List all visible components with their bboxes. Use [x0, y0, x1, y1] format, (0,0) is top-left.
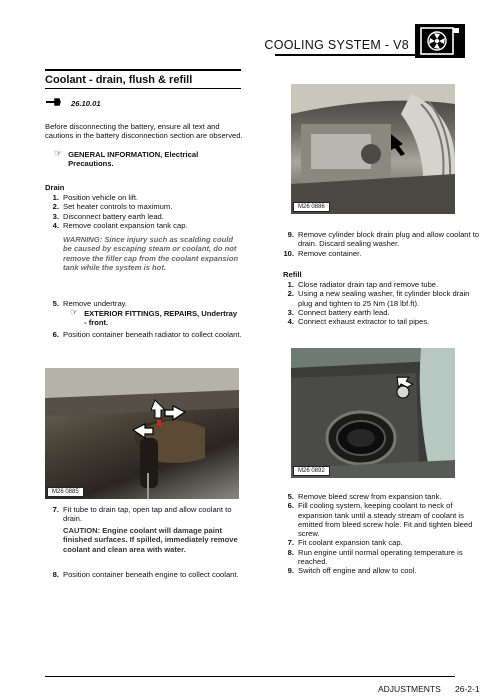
list-item: 2. Set heater controls to maximum. — [52, 202, 173, 212]
warning-text: WARNING: Since injury such as scalding could be caused by escaping steam or coolant, do not remove the filler cap from the coolant expansion tank while the system is hot. — [63, 235, 239, 272]
figure-caption: M26 0886 — [293, 202, 330, 212]
op-code-text: 26.10.01 — [71, 98, 101, 108]
list-item: 7. Fit coolant expansion tank cap. — [287, 538, 403, 548]
wrench-icon — [45, 98, 61, 108]
operation-code — [45, 98, 101, 108]
refill-steps-continued — [280, 492, 480, 576]
intro-reference[interactable] — [54, 150, 244, 169]
drain-steps — [45, 193, 245, 230]
undertray-ref-text: EXTERIOR FITTINGS, REPAIRS, Undertray - front. — [84, 309, 238, 328]
radiator-drain-photo — [45, 368, 239, 499]
list-item: 3. Disconnect battery earth lead. — [52, 211, 164, 221]
section-title: Coolant - drain, flush & refill — [45, 74, 193, 86]
pointing-hand-icon: ☞ — [54, 149, 63, 159]
refill-heading: Refill — [283, 270, 302, 279]
header-rule — [275, 54, 415, 56]
cylinder-block-photo — [291, 84, 455, 214]
drain-heading: Drain — [45, 183, 65, 192]
undertray-reference[interactable] — [70, 309, 240, 328]
list-item: 4. Remove coolant expansion tank cap. — [52, 220, 188, 230]
refill-steps — [280, 280, 480, 326]
drain-step-7: 7. Fit tube to drain tap, open tap and allow coolant to drain. — [52, 505, 232, 524]
expansion-tank-photo — [291, 348, 455, 478]
drain-steps-9-10 — [280, 230, 480, 258]
list-item: 9. Switch off engine and allow to cool. — [287, 566, 417, 576]
intro-text: Before disconnecting the battery, ensure all text and cautions in the battery disconnection section are observed. — [45, 122, 243, 141]
radiator-fan-icon — [415, 24, 465, 58]
chapter-title: COOLING SYSTEM - V8 — [264, 38, 409, 52]
footer-rule — [45, 676, 455, 677]
page-number: 26-2-1 — [455, 684, 480, 694]
title-rule-top — [45, 69, 241, 71]
list-item: 5. Remove bleed screw from expansion tank. — [287, 492, 442, 501]
list-item: 4. Connect exhaust extractor to tail pipes. — [287, 317, 430, 327]
drain-step-5: 5. Remove undertray. — [52, 299, 128, 308]
caution-text: CAUTION: Engine coolant will damage paint finished surfaces. If spilled, immediately remove coolant and clean area with water. — [63, 526, 238, 554]
footer-section: ADJUSTMENTS — [378, 684, 441, 694]
intro-ref-text: GENERAL INFORMATION, Electrical Precautions. — [68, 150, 199, 169]
list-item: 9. Remove cylinder block drain plug and allow coolant to drain. Discard sealing washer. — [287, 230, 480, 249]
list-item: 10. Remove container. — [283, 248, 362, 258]
list-item: 2. Using a new sealing washer, fit cylinder block drain plug and tighten to 25 Nm (18 lbf.ft). — [287, 289, 470, 308]
list-item: 3. Connect battery earth lead. — [287, 307, 390, 317]
drain-step-6: 6. Position container beneath radiator to collect coolant. — [52, 330, 242, 339]
list-item: 1. Position vehicle on lift. — [52, 193, 139, 202]
figure-caption: M26 0885 — [47, 487, 84, 497]
list-item: 1. Close radiator drain tap and remove tube. — [287, 280, 439, 289]
figure-caption: M26 0892 — [293, 466, 330, 476]
list-item: 6. Fill cooling system, keeping coolant to neck of expansion tank until a steady stream of coolant is emitted from bleed screw hole. Fit and tighten bleed screw. — [287, 501, 473, 539]
pointing-hand-icon: ☞ — [70, 308, 79, 318]
drain-step-8: 8. Position container beneath engine to collect coolant. — [52, 570, 239, 579]
title-rule-bottom — [45, 88, 241, 89]
list-item: 8. Run engine until normal operating temperature is reached. — [287, 547, 463, 567]
